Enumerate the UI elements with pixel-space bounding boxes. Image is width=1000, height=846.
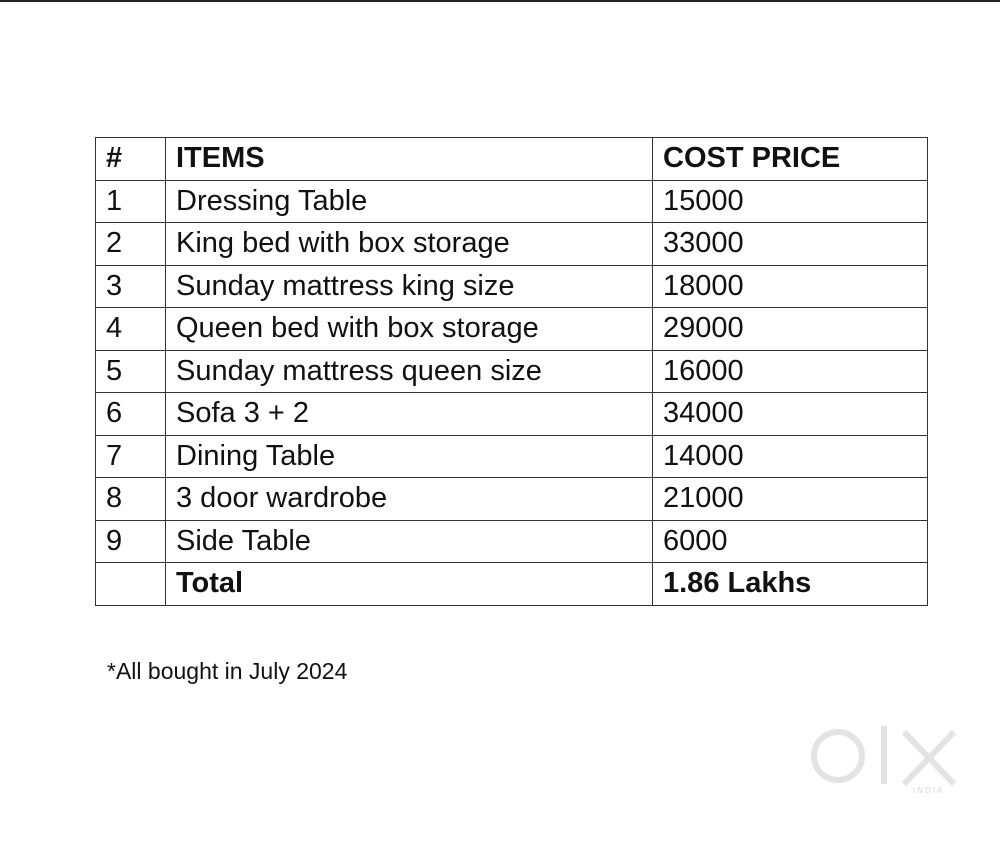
table-row	[96, 478, 928, 521]
total-cost: 1.86 Lakhs	[653, 563, 928, 606]
table-header-row	[96, 138, 928, 181]
table-row	[96, 393, 928, 436]
row-number: 2	[96, 223, 166, 266]
row-cost: 34000	[653, 393, 928, 436]
olx-logo-o	[814, 732, 862, 780]
table-row	[96, 180, 928, 223]
row-cost: 29000	[653, 308, 928, 351]
row-number: 6	[96, 393, 166, 436]
row-number: 5	[96, 350, 166, 393]
row-cost: 18000	[653, 265, 928, 308]
row-cost: 14000	[653, 435, 928, 478]
row-number: 7	[96, 435, 166, 478]
row-item: Side Table	[166, 520, 653, 563]
header-number: #	[96, 138, 166, 181]
row-number: 4	[96, 308, 166, 351]
olx-india-caption: INDIA	[913, 786, 945, 795]
top-border-line	[0, 0, 1000, 2]
row-item: Dining Table	[166, 435, 653, 478]
table-row	[96, 265, 928, 308]
row-cost: 15000	[653, 180, 928, 223]
table-row	[96, 223, 928, 266]
row-cost: 16000	[653, 350, 928, 393]
total-row	[96, 563, 928, 606]
header-cost-price: COST PRICE	[653, 138, 928, 181]
row-cost: 6000	[653, 520, 928, 563]
header-items: ITEMS	[166, 138, 653, 181]
total-label: Total	[166, 563, 653, 606]
total-number	[96, 563, 166, 606]
row-cost: 33000	[653, 223, 928, 266]
row-item: Sofa 3 + 2	[166, 393, 653, 436]
row-item: 3 door wardrobe	[166, 478, 653, 521]
cost-price-table	[95, 137, 928, 606]
row-cost: 21000	[653, 478, 928, 521]
row-number: 9	[96, 520, 166, 563]
row-item: King bed with box storage	[166, 223, 653, 266]
table-row	[96, 435, 928, 478]
table-row	[96, 350, 928, 393]
row-item: Sunday mattress king size	[166, 265, 653, 308]
row-number: 1	[96, 180, 166, 223]
row-item: Sunday mattress queen size	[166, 350, 653, 393]
table-row	[96, 520, 928, 563]
row-number: 3	[96, 265, 166, 308]
purchase-date-footnote: *All bought in July 2024	[107, 658, 348, 684]
table-row	[96, 308, 928, 351]
row-item: Dressing Table	[166, 180, 653, 223]
row-number: 8	[96, 478, 166, 521]
row-item: Queen bed with box storage	[166, 308, 653, 351]
